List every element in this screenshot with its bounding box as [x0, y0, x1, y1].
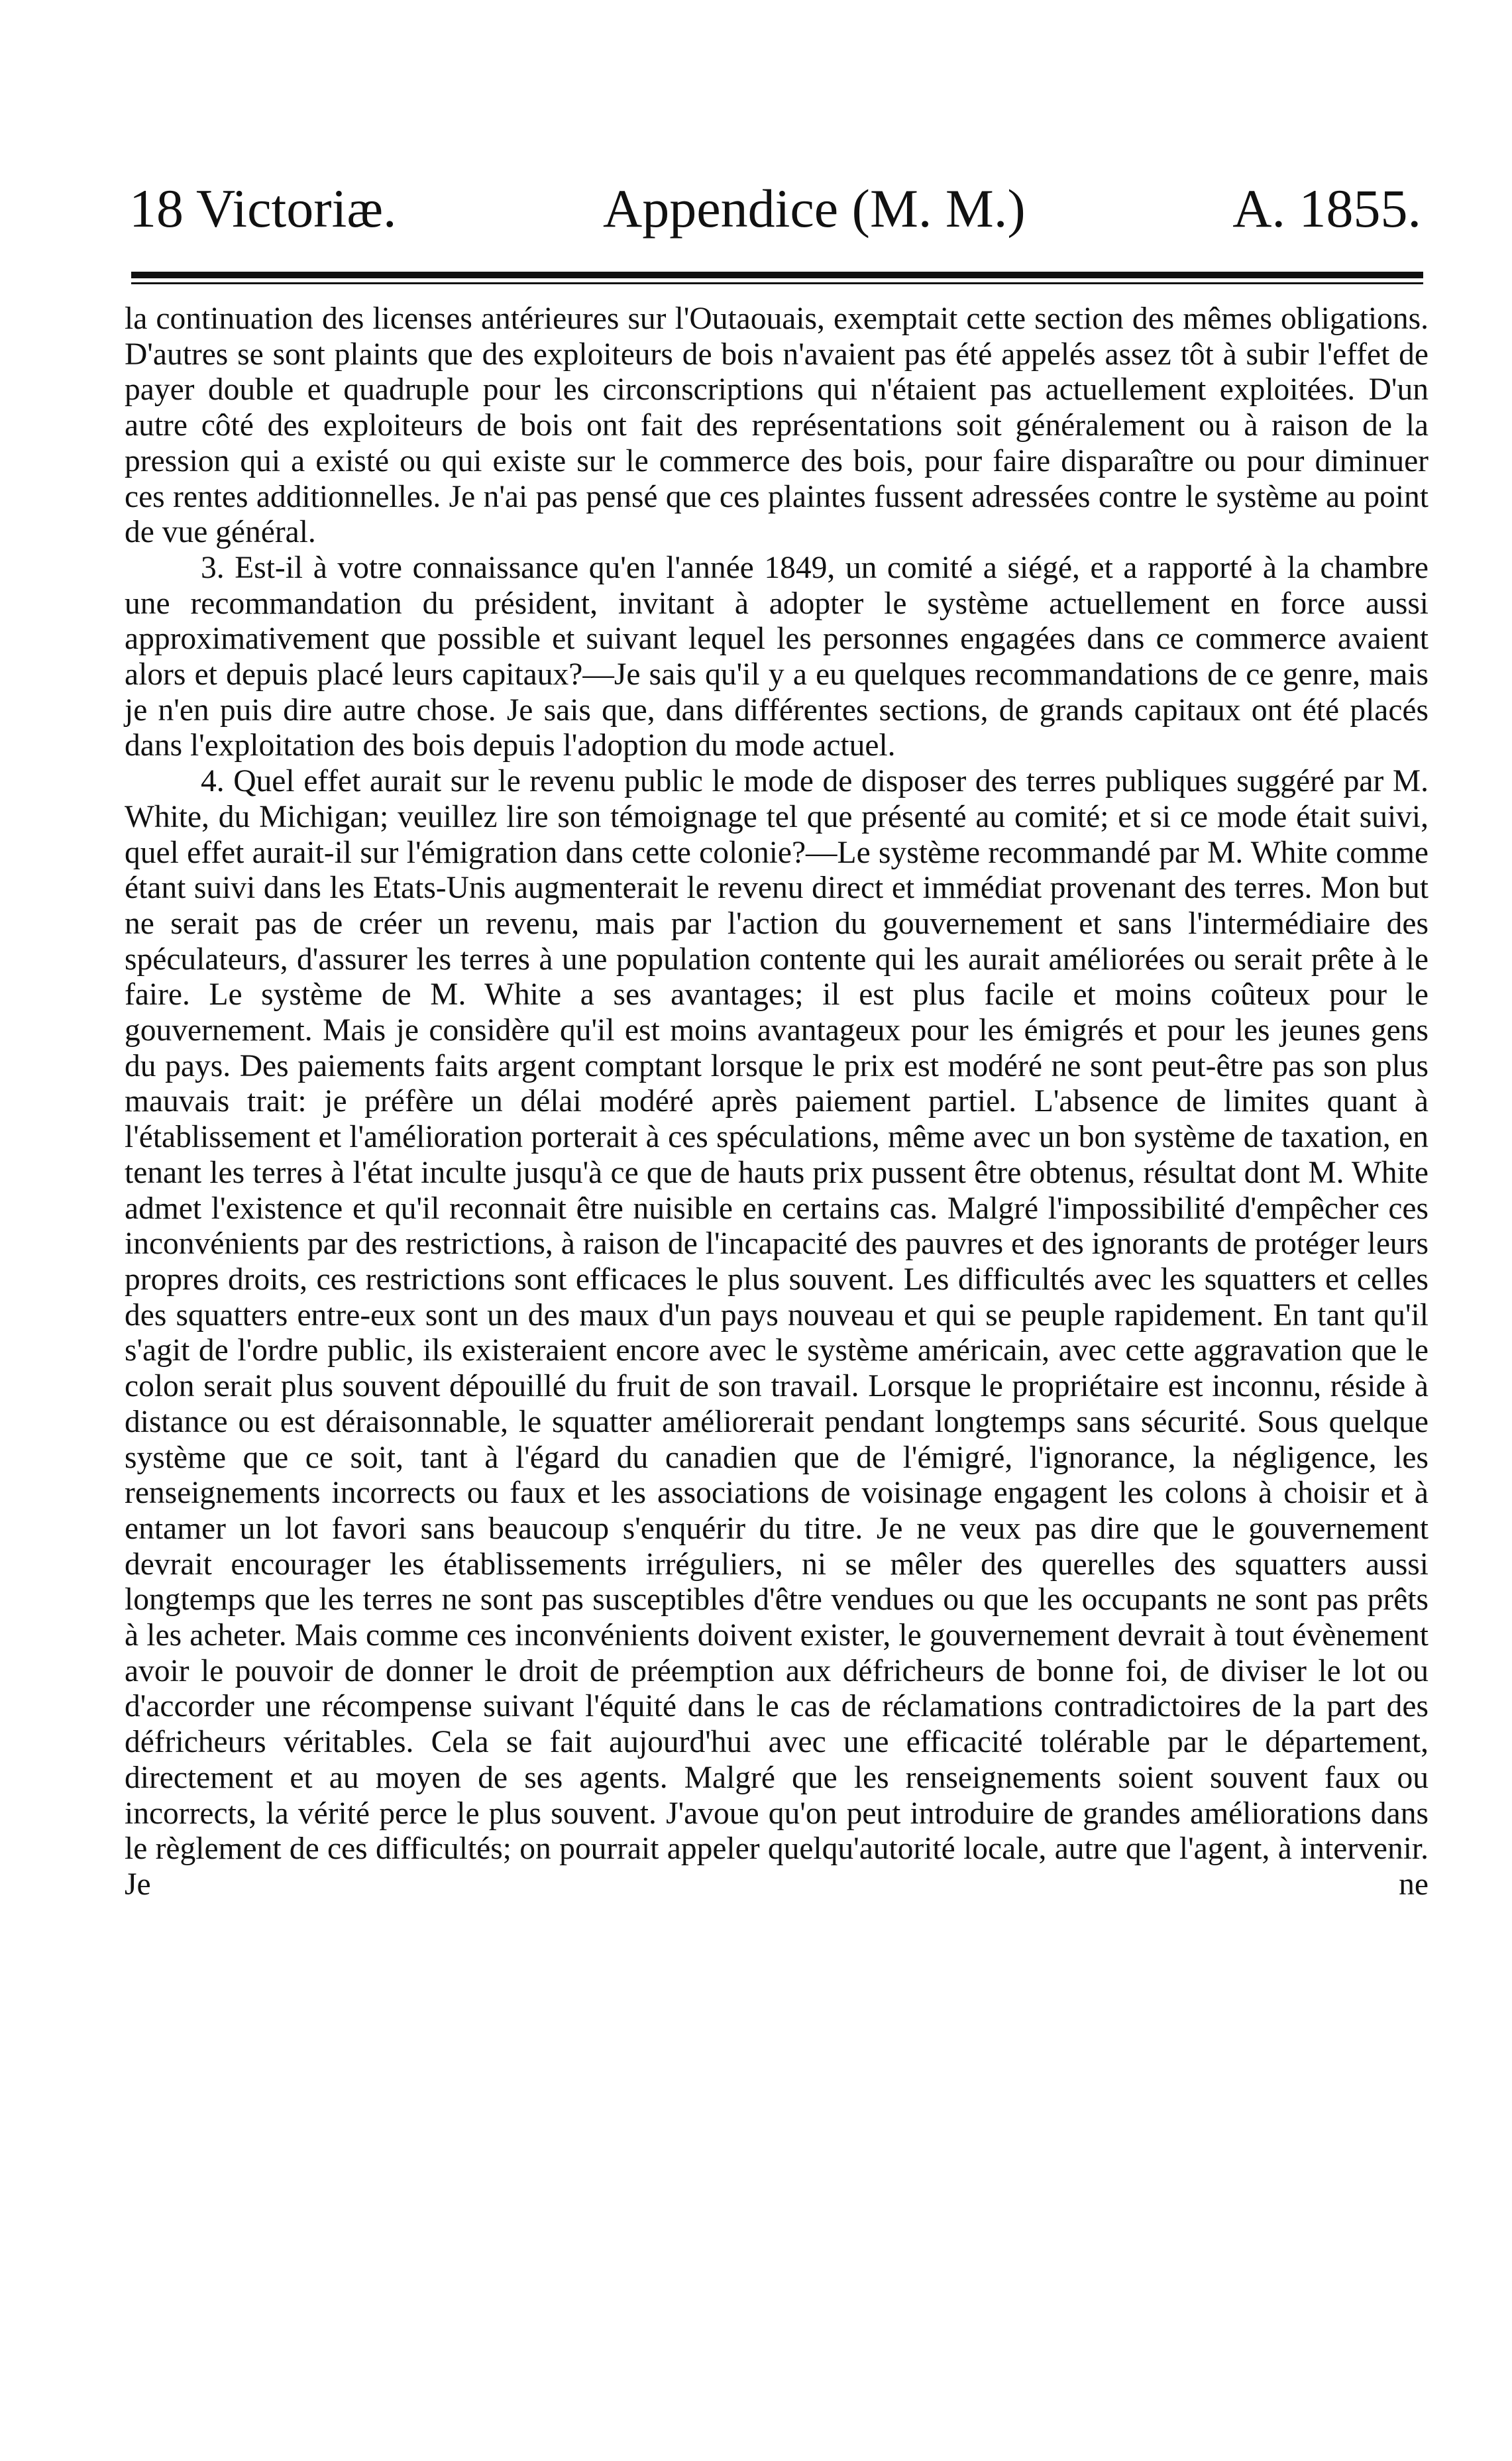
header-session: 18 Victoriæ.	[129, 178, 397, 239]
header-rule-thick	[131, 272, 1423, 278]
header-year: A. 1855.	[1232, 178, 1421, 239]
paragraph-question-3: 3. Est-il à votre connaissance qu'en l'année 1849, un comité a siégé, et a rapporté à la chambre une recommandation du président, invitant à adopter le système actuellement en force aussi approximativement que possible et suivant lequel les personnes engagées dans ce commerce avaient alors et depuis placé leurs capitaux?—Je sais qu'il y a eu quelques recommandations de ce genre, mais je n'en puis dire autre chose. Je sais que, dans différentes sections, de grands capitaux ont été placés dans l'exploitation des bois depuis l'adoption du mode actuel.	[125, 550, 1429, 763]
header-appendix: Appendice (M. M.)	[603, 178, 1026, 239]
paragraph-question-4: 4. Quel effet aurait sur le revenu public le mode de disposer des terres publiques suggéré par M. White, du Michigan; veuillez lire son témoignage tel que présenté au comité; et si ce mode était suivi, quel effet aurait-il sur l'émigration dans cette colonie?—Le système recommandé par M. White comme étant suivi dans les Etats-Unis augmenterait le revenu direct et immédiat provenant des terres. Mon but ne serait pas de créer un revenu, mais par l'action du gouvernement et sans l'intermédiaire des spéculateurs, d'assurer les terres à une population contente qui les aurait améliorées ou serait prête à le faire. Le système de M. White a ses avantages; il est plus facile et moins coûteux pour le gouvernement. Mais je considère qu'il est moins avantageux pour les émigrés et pour les jeunes gens du pays. Des paiements faits argent comptant lorsque le prix est modéré ne sont peut-être pas son plus mauvais trait: je préfère un délai modéré après paiement partiel. L'absence de limites quant à l'établissement et l'amélioration porterait à ces spéculations, même avec un bon système de taxation, en tenant les terres à l'état inculte jusqu'à ce que de hauts prix pussent être obtenus, résultat dont M. White admet l'existence et qu'il reconnait être nuisible en certains cas. Malgré l'impossibilité d'empêcher ces inconvénients par des restrictions, à raison de l'incapacité des pauvres et des ignorants de protéger leurs propres droits, ces restrictions sont efficaces le plus souvent. Les difficultés avec les squatters et celles des squatters entre-eux sont un des maux d'un pays nouveau et qui se peuple rapidement. En tant qu'il s'agit de l'ordre public, ils existeraient encore avec le système américain, avec cette aggravation que le colon serait plus souvent dépouillé du fruit de son travail. Lorsque le propriétaire est inconnu, réside à distance ou est déraisonnable, le squatter améliorerait pendant longtemps sans sécurité. Sous quelque système que ce soit, tant à l'égard du canadien que de l'émigré, l'ignorance, la négligence, les renseignements incorrects ou faux et les associations de voisinage engagent les colons à choisir et à entamer un lot favori sans beaucoup s'enquérir du titre. Je ne veux pas dire que le gouvernement devrait encourager les établissements irréguliers, ni se mêler des querelles des squatters aussi longtemps que les terres ne sont pas susceptibles d'être vendues ou que les occupants ne sont pas prêts à les acheter. Mais comme ces inconvénients doivent exister, le gouvernement devrait à tout évènement avoir le pouvoir de donner le droit de préemption aux défricheurs de bonne foi, de diviser le lot ou d'accorder une récompense suivant l'équité dans le cas de réclamations contradictoires de la part des défricheurs véritables. Cela se fait aujourd'hui avec une efficacité tolérable par le département, directement et au moyen de ses agents. Malgré que les renseignements soient souvent faux ou incorrects, la vérité perce le plus souvent. J'avoue qu'on peut introduire de grandes améliorations dans le règlement de ces difficultés; on pourrait appeler quelqu'autorité locale, autre que l'agent, à intervenir. Je ne	[125, 764, 1429, 1902]
paragraph-continuation: la continuation des licenses antérieures sur l'Outaouais, exemptait cette section des mêmes obligations. D'autres se sont plaints que des exploiteurs de bois n'avaient pas été appelés assez tôt à subir l'effet de payer double et quadruple pour les circonscriptions qui n'étaient pas actuellement exploitées. D'un autre côté des exploiteurs de bois ont fait des représentations soit généralement ou à raison de la pression qui a existé ou qui existe sur le commerce des bois, pour faire disparaître ou pour diminuer ces rentes additionnelles. Je n'ai pas pensé que ces plaintes fussent adressées contre le système au point de vue général.	[125, 301, 1429, 550]
page-body	[125, 301, 1429, 1903]
header-rule-thin	[131, 282, 1423, 284]
page-header	[109, 169, 1421, 248]
